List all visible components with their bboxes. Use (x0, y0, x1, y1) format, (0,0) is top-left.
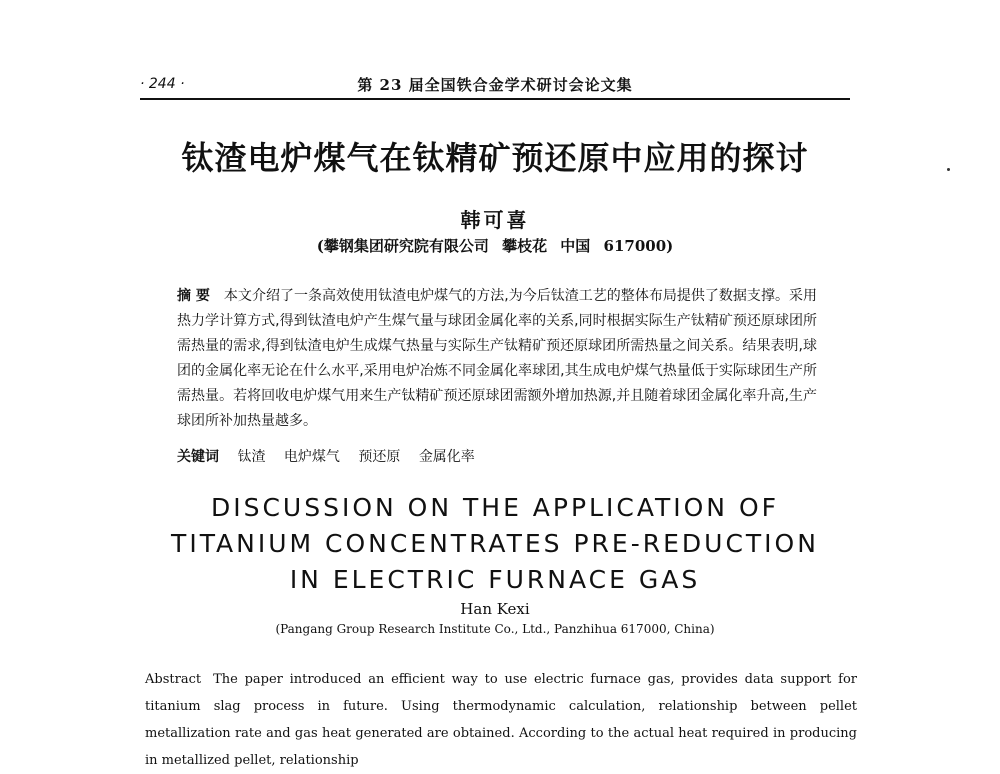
title-english-line: DISCUSSION ON THE APPLICATION OF (210, 493, 780, 522)
keyword: 预还原 (358, 449, 401, 465)
journal-title: 第 23 届全国铁合金学术研讨会论文集 (357, 76, 633, 94)
keywords-label: 关键词 (177, 449, 219, 465)
title-english-line: TITANIUM CONCENTRATES PRE-REDUCTION (171, 529, 819, 558)
abstract-english-label: Abstract (145, 672, 202, 687)
abstract-english-text: The paper introduced an efficient way to use electric furnace gas, provides data support for titanium slag process in future. Using thermodynamic calculation, relationship between pellet metallization rate and gas heat generated are obtained. According to the actual heat required in producing in metallized pellet, relationship (145, 672, 857, 768)
page-number: · 244 · (140, 76, 185, 92)
title-english-line: IN ELECTRIC FURNACE GAS (289, 565, 701, 594)
keywords-chinese (177, 446, 489, 466)
author-english: Han Kexi (460, 600, 530, 618)
running-header (140, 74, 850, 100)
scan-speck (947, 168, 950, 171)
paper-title-english (100, 490, 890, 598)
abstract-chinese (177, 284, 817, 434)
abstract-english (145, 666, 857, 768)
keyword: 钛渣 (237, 449, 266, 465)
paper-title-chinese: 钛渣电炉煤气在钛精矿预还原中应用的探讨 (181, 139, 809, 177)
abstract-chinese-text: 本文介绍了一条高效使用钛渣电炉煤气的方法,为今后钛渣工艺的整体布局提供了数据支撑。采用热力学计算方式,得到钛渣电炉产生煤气量与球团金属化率的关系,同时根据实际生产钛精矿预还原球团所需热量的需求,得到钛渣电炉生成煤气热量与实际生产钛精矿预还原球团所需热量之间关系。结果表明,球团的金属化率无论在什么水平,采用电炉冶炼不同金属化率球团,其生成电炉煤气热量低于实际球团生产所需热量。若将回收电炉煤气用来生产钛精矿预还原球团需额外增加热源,并且随着球团金属化率升高,生产球团所补加热量越多。 (177, 288, 817, 429)
affiliation-chinese: (攀钢集团研究院有限公司 攀枝花 中国 617000) (316, 237, 674, 255)
keyword: 金属化率 (418, 449, 475, 465)
affiliation-english: (Pangang Group Research Institute Co., Ltd., Panzhihua 617000, China) (275, 622, 715, 636)
author-chinese: 韩可喜 (460, 208, 530, 232)
keyword: 电炉煤气 (283, 449, 340, 465)
abstract-chinese-label: 摘 要 (177, 288, 210, 304)
